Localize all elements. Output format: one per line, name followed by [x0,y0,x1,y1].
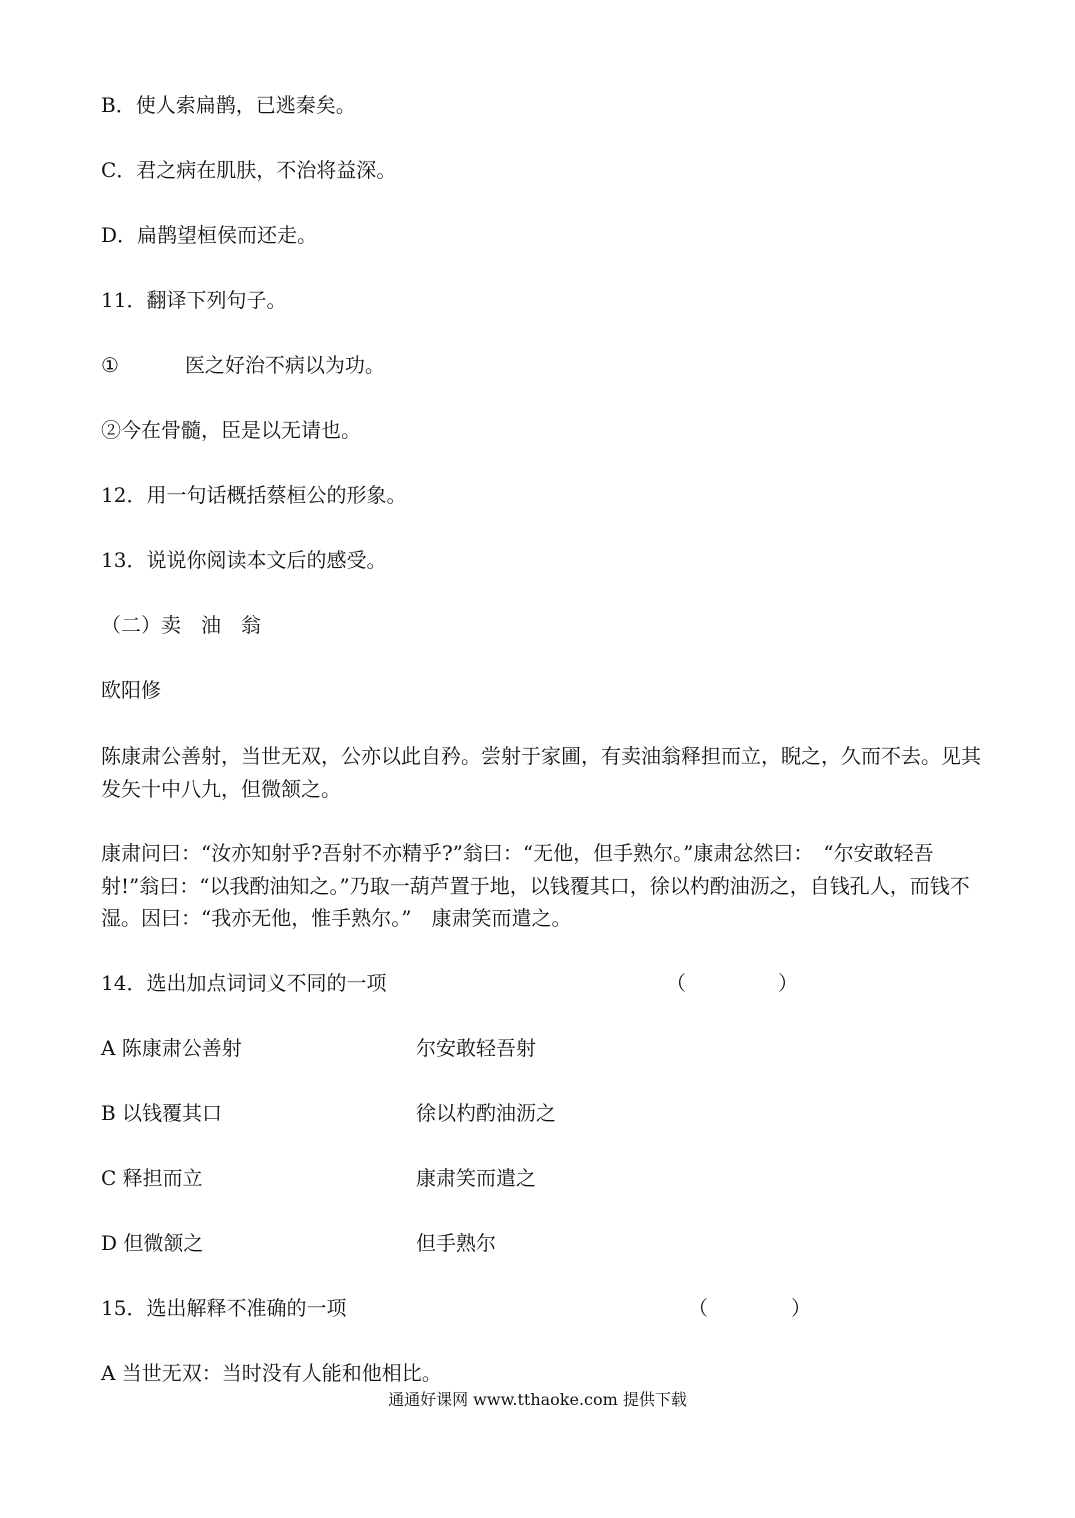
q15-answer-paren-close: ） [791,1296,811,1320]
q10-option-c: C．君之病在肌肤，不治将益深。 [101,158,397,182]
q15-stem: 15．选出解释不准确的一项 [101,1296,347,1320]
q11-item-1-marker: ① [101,353,119,377]
q11-item-2: ②今在骨髓，臣是以无请也。 [101,418,361,442]
q15-option-a: A 当世无双：当时没有人能和他相比。 [101,1361,442,1385]
page-footer: 通通好课网 www.tthaoke.com 提供下载 [388,1390,687,1409]
q14-option-b-left: B 以钱覆其口 [101,1101,223,1125]
q14-option-d-left: D 但微颔之 [101,1231,204,1255]
q14-option-a-right: 尔安敢轻吾射 [416,1036,536,1060]
q13-stem: 13．说说你阅读本文后的感受。 [101,548,387,572]
passage-paragraph-2: 康肃问曰：“汝亦知射乎?吾射不亦精乎?”翁曰：“无他，但手熟尔。”康肃忿然曰： “尔安敢轻吾射!”翁曰：“以我酌油知之。”乃取一葫芦置于地，以钱覆其口，徐以杓酌油沥之，自钱孔人，而钱不湿。因曰：“我亦无他，惟手熟尔。” 康肃笑而遣之。 [101,841,970,930]
q11-stem: 11．翻译下列句子。 [101,288,287,312]
q14-answer-paren-close: ） [778,971,798,995]
q14-option-a-left: A 陈康肃公善射 [101,1036,242,1060]
q11-item-1 [101,349,385,381]
passage-paragraph-1: 陈康肃公善射，当世无双，公亦以此自矜。尝射于家圃，有卖油翁释担而立，睨之，久而不去。见其发矢十中八九，但微颔之。 [101,744,981,801]
q10-option-b: B．使人索扁鹊，已逃秦矣。 [101,93,356,117]
passage-heading: （二）卖 油 翁 [101,613,261,637]
q10-option-d: D．扁鹊望桓侯而还走。 [101,223,318,247]
q14-answer-paren-open: （ [666,971,686,995]
q15-answer-paren-open: （ [688,1296,708,1320]
q14-stem: 14．选出加点词词义不同的一项 [101,971,387,995]
q12-stem: 12．用一句话概括蔡桓公的形象。 [101,483,407,507]
q14-option-b-right: 徐以杓酌油沥之 [416,1101,556,1125]
q14-option-c-left: C 释担而立 [101,1166,203,1190]
q14-option-d-right: 但手熟尔 [416,1231,496,1255]
q11-item-1-text: 医之好治不病以为功。 [184,353,385,377]
q14-option-c-right: 康肃笑而遣之 [416,1166,536,1190]
passage-author: 欧阳修 [101,678,161,702]
